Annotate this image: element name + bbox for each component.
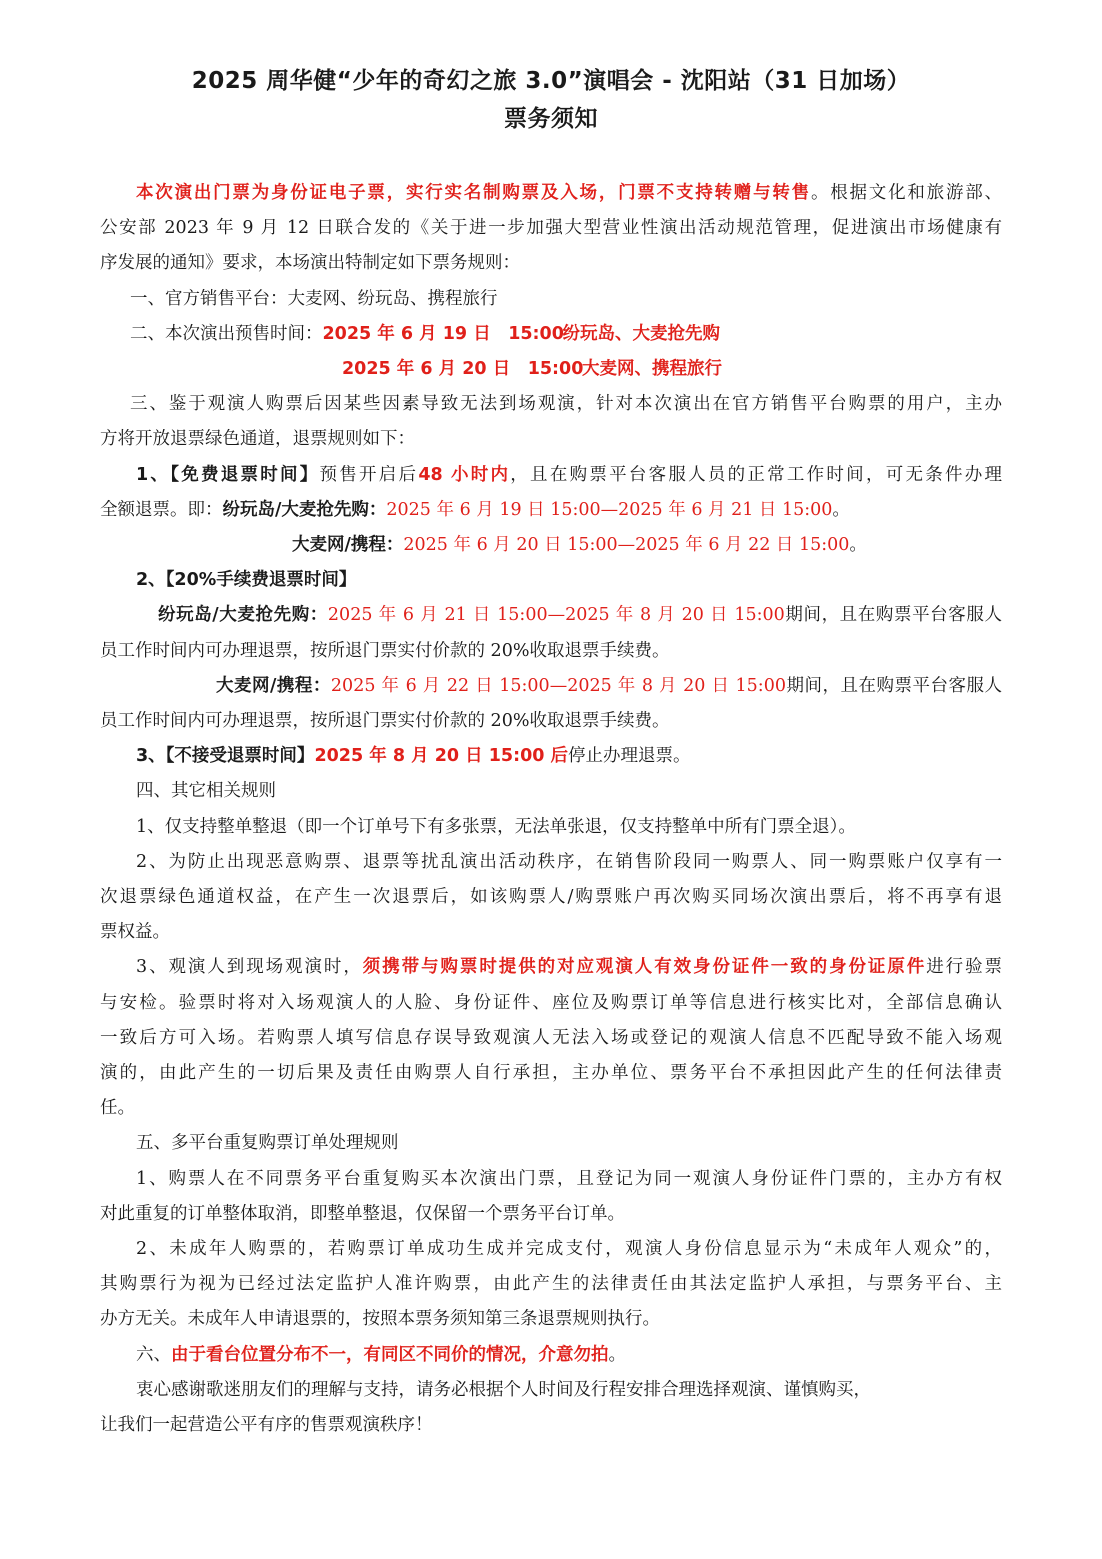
refund-rule-1-range-2: 2025 年 6 月 20 日 15:00—2025 年 6 月 22 日 15:00: [403, 535, 850, 555]
presale-platform-2: 大麦网、携程旅行: [582, 359, 722, 379]
refund-rule-1: [100, 460, 1002, 490]
section-4-item-3-line-4: 演的，由此产生的一切后果及责任由购票人自行承担，主办单位、票务平台不承担因此产生的任何法律责: [100, 1063, 1002, 1083]
section-6-label: 六、: [136, 1345, 171, 1365]
refund-rule-1-platform-2: 大麦网/携程：: [292, 535, 404, 555]
section-5-item-2-line-3: 办方无关。未成年人申请退票的，按照本票务须知第三条退票规则执行。: [100, 1309, 660, 1329]
refund-rule-2-range-1: 2025 年 6 月 21 日 15:00—2025 年 8 月 20 日 15:00: [327, 605, 785, 625]
section-3-line-1-text: 三、鉴于观演人购票后因某些因素导致无法到场观演，针对本次演出在官方销售平台购票的用户，主办: [130, 394, 1002, 414]
section-4-item-3-line-2: 与安检。验票时将对入场观演人的人脸、身份证件、座位及购票订单等信息进行核实比对，全部信息确认: [100, 993, 1002, 1013]
refund-rule-1-intro: 全额退票。即：: [100, 500, 223, 520]
refund-rule-3-heading: 3、【不接受退票时间】: [136, 746, 315, 766]
section-6-end: 。: [608, 1345, 626, 1365]
intro-line-1: [100, 178, 1002, 208]
refund-rule-2-cont-2: 员工作时间内可办理退票，按所退门票实付价款的 20%收取退票手续费。: [100, 711, 670, 731]
section-4-item-2-line-2: 次退票绿色通道权益，在产生一次退票后，如该购票人/购票账户再次购买同场次演出票后，将不再享有退: [100, 887, 1002, 907]
refund-rule-3-time: 2025 年 8 月 20 日 15:00 后: [314, 746, 569, 766]
intro-line-3: 序发展的通知》要求，本场演出特制定如下票务规则：: [100, 253, 520, 273]
refund-rule-2-range-2: 2025 年 6 月 22 日 15:00—2025 年 8 月 20 日 15:00: [330, 676, 786, 696]
refund-rule-3: [100, 741, 1038, 771]
section-5-heading: 五、多平台重复购票订单处理规则: [136, 1133, 399, 1153]
section-4-item-2-text: 2、为防止出现恶意购票、退票等扰乱演出活动秩序，在销售阶段同一购票人、同一购票账户仅享有一: [136, 852, 1002, 872]
section-5-item-1-line-1: [100, 1164, 1002, 1194]
closing-line-1: 衷心感谢歌迷朋友们的理解与支持，请务必根据个人时间及行程安排合理选择观演、谨慎购买，: [136, 1380, 871, 1400]
section-4-heading: 四、其它相关规则: [136, 781, 276, 801]
refund-rule-1-period-2: [100, 530, 1102, 560]
refund-rule-1-hours: 48 小时内: [418, 465, 511, 485]
presale-time-1: 2025 年 6 月 19 日 15:00: [322, 324, 564, 344]
presale-platform-1: 纷玩岛、大麦抢先购: [562, 324, 720, 344]
section-6: [100, 1340, 1038, 1370]
refund-rule-1-pre: 预售开启后: [319, 465, 419, 485]
section-4-item-2-line-1: [100, 847, 1002, 877]
section-2-presale-row-1: [100, 319, 1032, 349]
refund-rule-2-platform-1: 纷玩岛/大麦抢先购：: [158, 605, 328, 625]
section-5-item-2-text: 2、未成年人购票的，若购票订单成功生成并完成支付，观演人身份信息显示为“未成年人观众”的，: [136, 1239, 1002, 1259]
section-3-line-1: [100, 389, 1002, 419]
section-2-presale-row-2: [100, 354, 1102, 384]
refund-rule-1-post: ，且在购票平台客服人员的正常工作时间，可无条件办理: [510, 465, 1002, 485]
section-4-item-3-line-1: [100, 952, 1002, 982]
section-1-platforms: 一、官方销售平台：大麦网、纷玩岛、携程旅行: [130, 289, 498, 309]
document-title: 2025 周华健“少年的奇幻之旅 3.0”演唱会 - 沈阳站（31 日加场）: [191, 68, 911, 94]
intro-line-2: 公安部 2023 年 9 月 12 日联合发的《关于进一步加强大型营业性演出活动规范管理，促进演出市场健康有: [100, 218, 1002, 238]
intro-highlight: 本次演出门票为身份证电子票，实行实名制购票及入场，门票不支持转赠与转售: [136, 183, 811, 203]
refund-rule-2-post-1: 期间，且在购票平台客服人: [784, 605, 1002, 625]
section-5-item-2-line-2: 其购票行为视为已经过法定监护人准许购票，由此产生的法律责任由其法定监护人承担，与票务平台、主: [100, 1274, 1002, 1294]
section-4-item-3-pre: 3、观演人到现场观演时，: [136, 957, 363, 977]
section-4-item-1: 1、仅支持整单整退（即一个订单号下有多张票，无法单张退，仅支持整单中所有门票全退）。: [136, 817, 856, 837]
refund-rule-2-post-2: 期间，且在购票平台客服人: [785, 676, 1002, 696]
section-4-item-2-line-3: 票权益。: [100, 922, 170, 942]
refund-rule-2-period-1: [100, 600, 1002, 630]
section-2-label: 二、本次演出预售时间：: [130, 324, 323, 344]
section-6-warning: 由于看台位置分布不一，有同区不同价的情况，介意勿拍: [171, 1345, 609, 1365]
refund-rule-2-heading: 2、【20%手续费退票时间】: [136, 570, 357, 590]
refund-rule-1-range-1: 2025 年 6 月 19 日 15:00—2025 年 6 月 21 日 15:00: [386, 500, 833, 520]
closing-line-2: 让我们一起营造公平有序的售票观演秩序！: [100, 1415, 433, 1435]
section-5-item-1-line-2: 对此重复的订单整体取消，即整单整退，仅保留一个票务平台订单。: [100, 1204, 625, 1224]
section-4-item-3-highlight: 须携带与购票时提供的对应观演人有效身份证件一致的身份证原件: [362, 957, 927, 977]
section-4-item-3-post: 进行验票: [926, 957, 1003, 977]
section-4-item-3-line-3: 一致后方可入场。若购票人填写信息存误导致观演人无法入场或登记的观演人信息不匹配导致不能入场观: [100, 1028, 1002, 1048]
intro-line-1-tail: 。根据文化和旅游部、: [810, 183, 1003, 203]
section-4-item-3-line-5: 任。: [100, 1098, 135, 1118]
document-subtitle: 票务须知: [504, 106, 598, 132]
section-5-item-2-line-1: [100, 1234, 1002, 1264]
period-mark: 。: [849, 535, 867, 555]
refund-rule-1-platform-1: 纷玩岛/大麦抢先购：: [222, 500, 387, 520]
refund-rule-2-cont-1: 员工作时间内可办理退票，按所退门票实付价款的 20%收取退票手续费。: [100, 641, 670, 661]
section-5-item-1-text: 1、购票人在不同票务平台重复购买本次演出门票，且登记为同一观演人身份证件门票的，主办方有权: [136, 1169, 1002, 1189]
refund-rule-2-platform-2: 大麦网/携程：: [216, 676, 331, 696]
refund-rule-1-label: 1、【免费退票时间】: [136, 465, 320, 485]
refund-rule-3-post: 停止办理退票。: [568, 746, 691, 766]
presale-time-2: 2025 年 6 月 20 日 15:00: [342, 359, 584, 379]
refund-rule-1-period-1: [100, 495, 1002, 525]
refund-rule-2-label: [100, 565, 1038, 595]
refund-rule-2-period-2: [100, 671, 1002, 701]
period-mark: 。: [832, 500, 850, 520]
section-3-line-2: 方将开放退票绿色通道，退票规则如下：: [100, 429, 415, 449]
